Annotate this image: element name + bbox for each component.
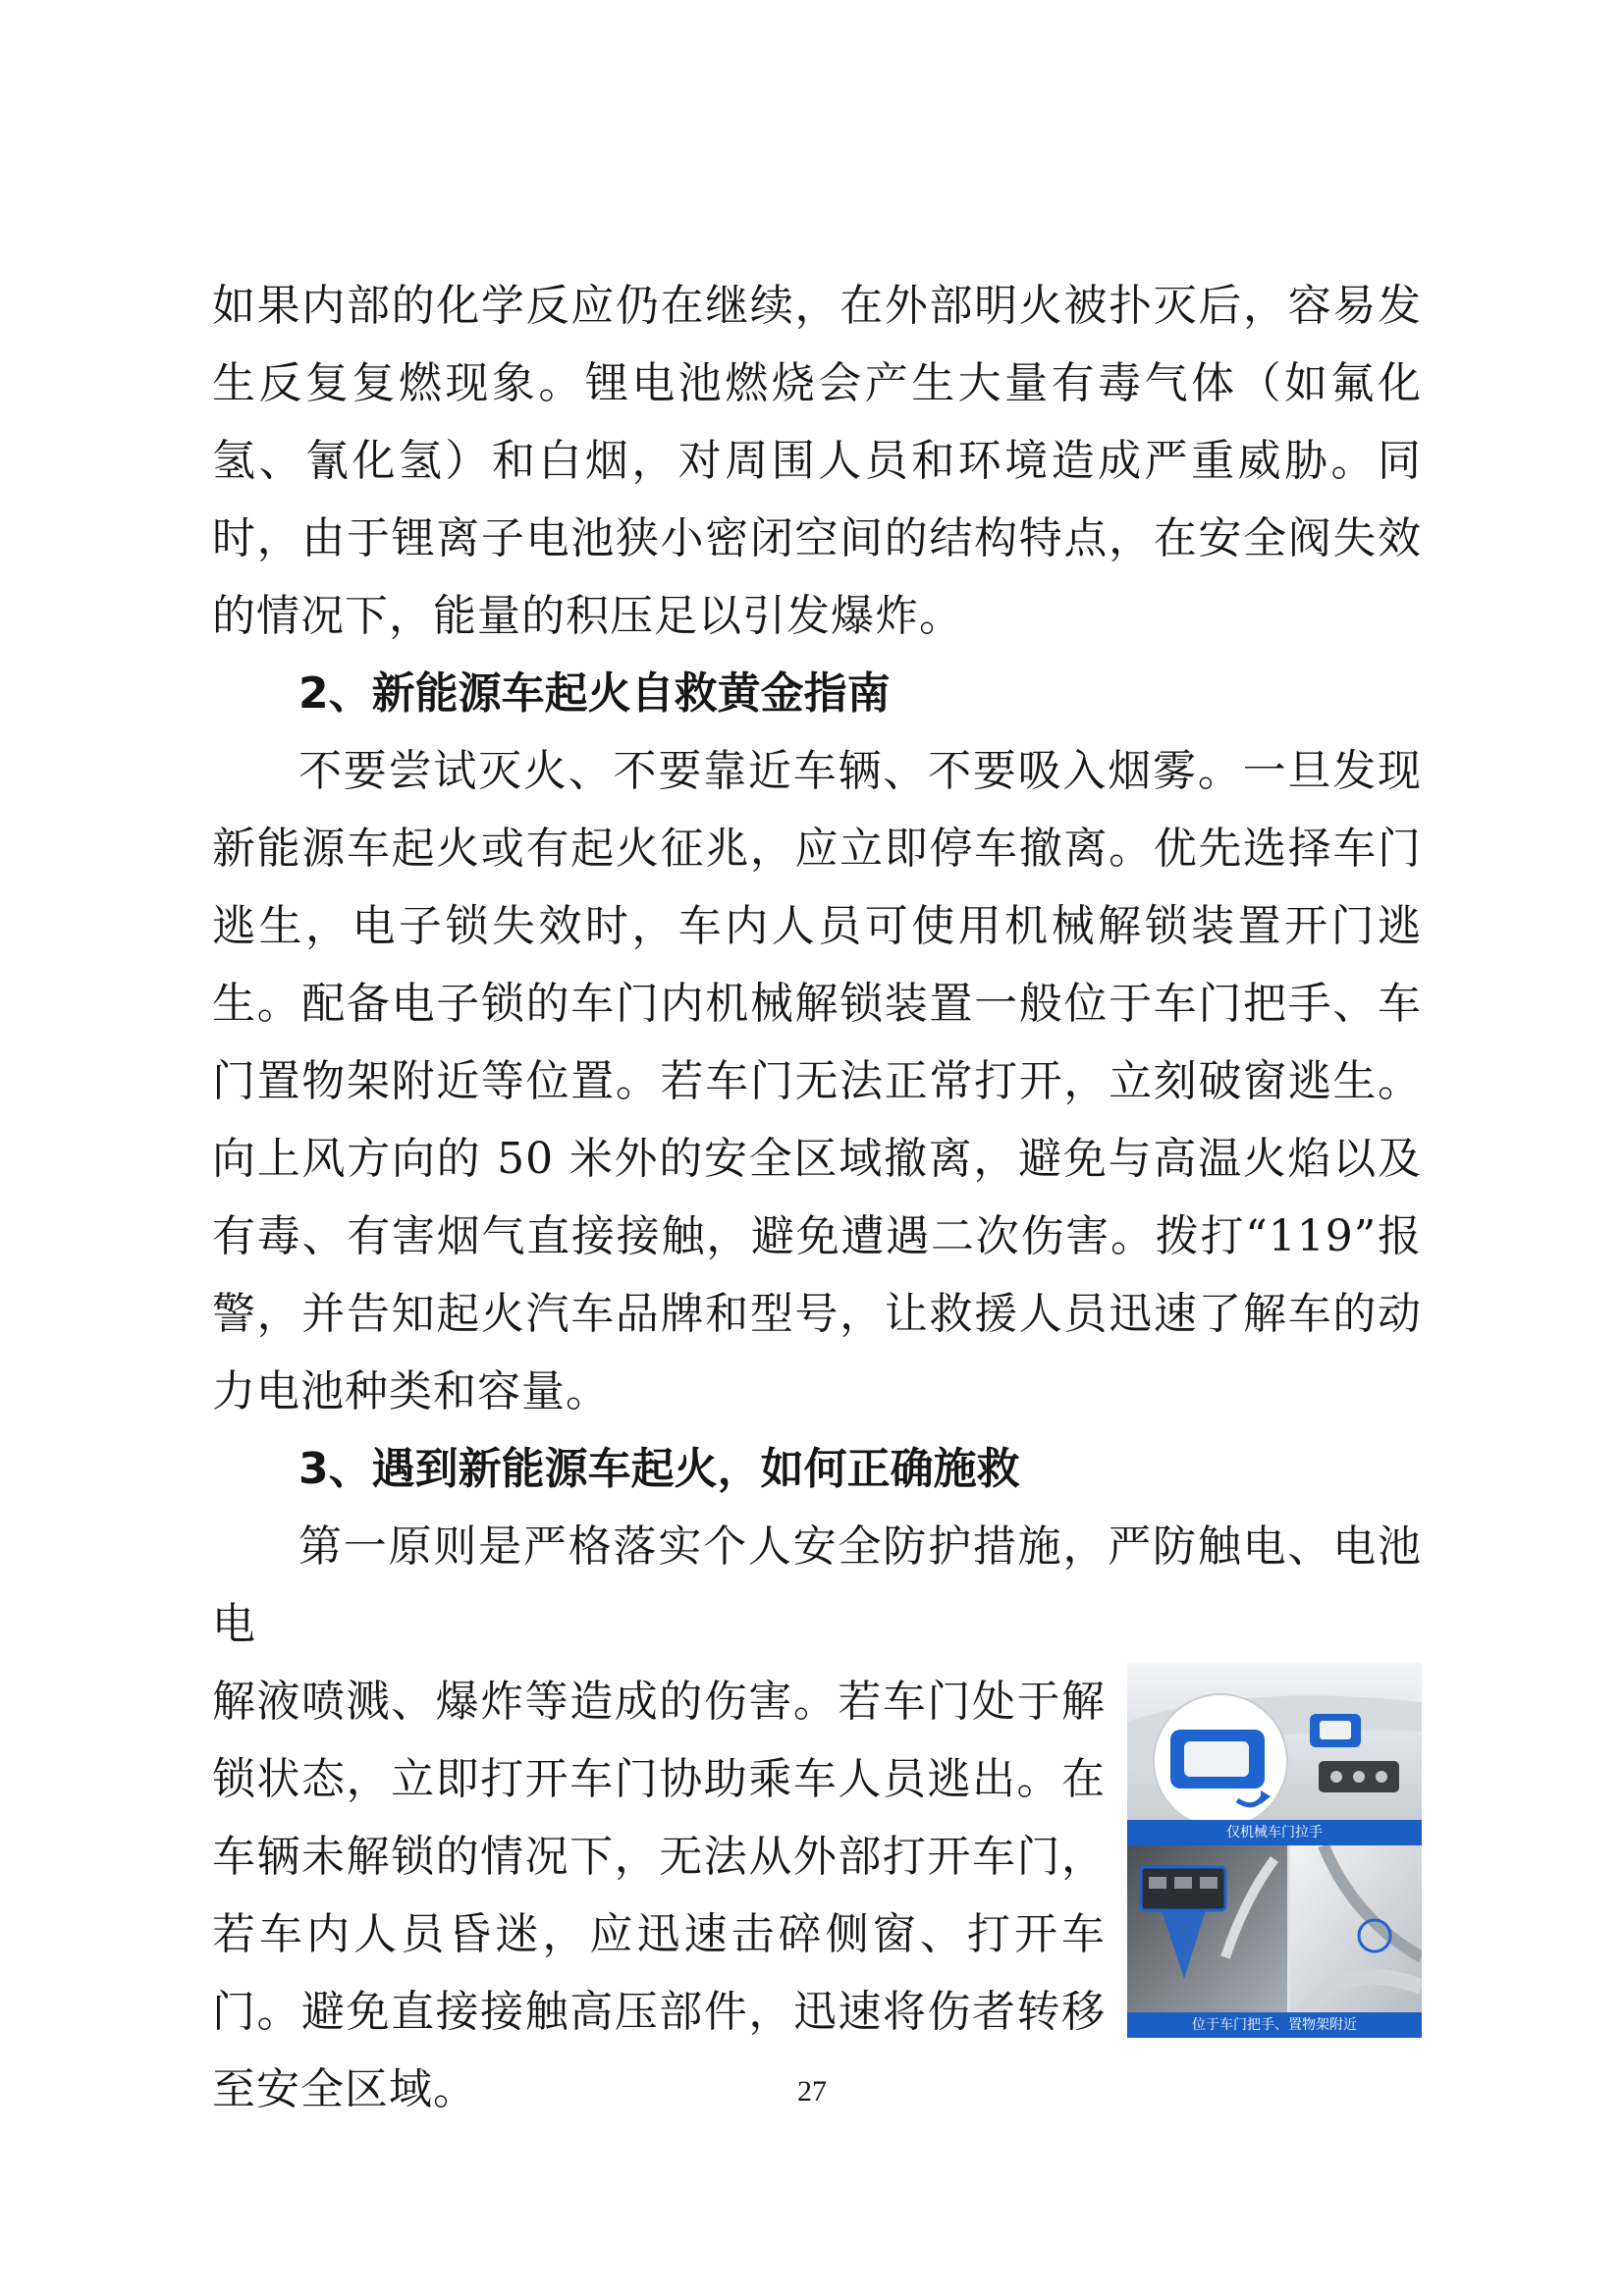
door-panel-illustration: [1127, 1663, 1422, 2038]
paragraph: 解液喷溅、爆炸等造成的伤害。若车门处于解锁状态，立即打开车门协助乘车人员逃出。在车辆未解锁的情况下，无法从外部打开车门，若车内人员昏迷，应迅速击碎侧窗、打开车门。避免直接接触高压部件，迅速将伤者转移至安全区域。: [212, 1677, 1106, 2114]
paragraph: 第一原则是严格落实个人安全防护措施，严防触电、电池电: [212, 1522, 1422, 1649]
section-heading: 3、遇到新能源车起火，如何正确施救: [298, 1444, 1020, 1494]
paragraph: 如果内部的化学反应仍在继续，在外部明火被扑灭后，容易发生反复复燃现象。锂电池燃烧会产生大量有毒气体（如氟化氢、氰化氢）和白烟，对周围人员和环境造成严重威胁。同时，由于锂离子电池狭小密闭空间的结构特点，在安全阀失效的情况下，能量的积压足以引发爆炸。: [212, 281, 1422, 641]
paragraph: 不要尝试灭火、不要靠近车辆、不要吸入烟雾。一旦发现新能源车起火或有起火征兆，应立即停车撤离。优先选择车门逃生，电子锁失效时，车内人员可使用机械解锁装置开门逃生。配备电子锁的车门内机械解锁装置一般位于车门把手、车门置物架附近等位置。若车门无法正常打开，立刻破窗逃生。向上风方向的 50 米外的安全区域撤离，避免与高温火焰以及有毒、有害烟气直接接触，避免遭遇二次伤害。拨打“119”报警，并告知起火汽车品牌和型号，让救援人员迅速了解车的动力电池种类和容量。: [212, 746, 1422, 1416]
text-with-figure: [212, 1663, 1422, 2128]
figure-caption-bottom: 位于车门把手、置物架附近: [1127, 2012, 1422, 2038]
figure-caption-top: 仅机械车门拉手: [1127, 1820, 1422, 1845]
page-number: 27: [797, 2075, 827, 2108]
door-unlock-figure: [1127, 1663, 1422, 2038]
page-content: [212, 267, 1422, 2128]
section-heading: 2、新能源车起火自救黄金指南: [298, 668, 891, 719]
